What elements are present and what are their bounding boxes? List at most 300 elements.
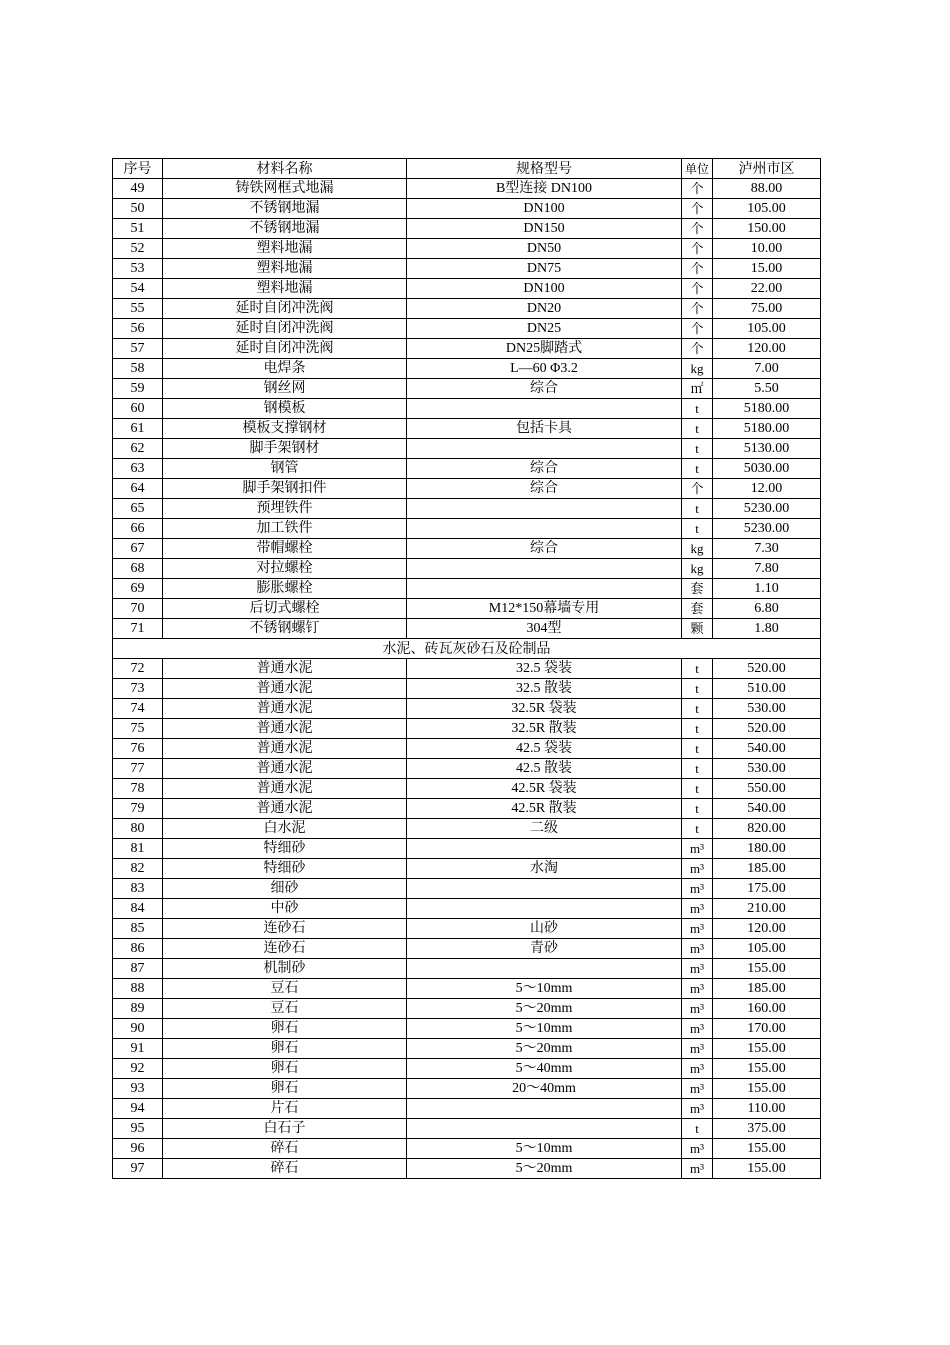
table-row [113,1019,821,1039]
cell-unit: t [682,799,713,819]
cell-price: 185.00 [713,979,821,999]
table-row [113,1039,821,1059]
cell-unit: 个 [682,259,713,279]
cell-spec [407,959,682,979]
table-row [113,1159,821,1179]
cell-price: 7.00 [713,359,821,379]
table-row [113,939,821,959]
table-row [113,919,821,939]
cell-spec: B型连接 DN100 [407,179,682,199]
cell-no: 75 [113,719,163,739]
section-title: 水泥、砖瓦灰砂石及砼制品 [113,639,821,659]
cell-unit: t [682,399,713,419]
cell-name: 钢模板 [163,399,407,419]
cell-price: 540.00 [713,799,821,819]
cell-spec: DN75 [407,259,682,279]
cell-no: 72 [113,659,163,679]
cell-unit: m³ [682,1059,713,1079]
cell-spec [407,1119,682,1139]
cell-spec [407,519,682,539]
cell-spec: 304型 [407,619,682,639]
cell-no: 73 [113,679,163,699]
cell-no: 51 [113,219,163,239]
cell-name: 塑料地漏 [163,259,407,279]
cell-name: 连砂石 [163,939,407,959]
cell-unit: 个 [682,279,713,299]
cell-spec: 综合 [407,459,682,479]
cell-spec: 42.5R 散装 [407,799,682,819]
cell-no: 91 [113,1039,163,1059]
header-spec: 规格型号 [407,159,682,179]
cell-name: 带帽螺栓 [163,539,407,559]
cell-price: 550.00 [713,779,821,799]
table-row [113,259,821,279]
cell-name: 普通水泥 [163,719,407,739]
cell-unit: kg [682,559,713,579]
cell-name: 延时自闭冲洗阀 [163,319,407,339]
cell-name: 普通水泥 [163,759,407,779]
cell-spec: 32.5R 散装 [407,719,682,739]
cell-price: 12.00 [713,479,821,499]
cell-spec: 42.5R 袋装 [407,779,682,799]
cell-spec: DN20 [407,299,682,319]
cell-price: 155.00 [713,1079,821,1099]
cell-name: 卵石 [163,1079,407,1099]
header-row [113,159,821,179]
cell-name: 碎石 [163,1139,407,1159]
table-row [113,1139,821,1159]
cell-no: 77 [113,759,163,779]
cell-spec: M12*150幕墙专用 [407,599,682,619]
cell-unit: t [682,759,713,779]
table-row [113,359,821,379]
cell-name: 延时自闭冲洗阀 [163,299,407,319]
cell-price: 5180.00 [713,399,821,419]
cell-no: 55 [113,299,163,319]
cell-unit: m³ [682,939,713,959]
cell-spec: 山砂 [407,919,682,939]
cell-spec: 5～10mm [407,979,682,999]
cell-unit: m³ [682,899,713,919]
cell-no: 93 [113,1079,163,1099]
cell-no: 66 [113,519,163,539]
cell-no: 52 [113,239,163,259]
cell-no: 95 [113,1119,163,1139]
cell-unit: t [682,659,713,679]
cell-unit: t [682,419,713,439]
table-row [113,399,821,419]
cell-spec: 5～10mm [407,1139,682,1159]
cell-spec: 32.5 袋装 [407,659,682,679]
cell-price: 15.00 [713,259,821,279]
cell-name: 普通水泥 [163,779,407,799]
cell-price: 155.00 [713,1159,821,1179]
cell-name: 碎石 [163,1159,407,1179]
cell-price: 1.80 [713,619,821,639]
cell-spec: DN150 [407,219,682,239]
table-row [113,879,821,899]
cell-name: 特细砂 [163,839,407,859]
cell-no: 64 [113,479,163,499]
cell-name: 片石 [163,1099,407,1119]
cell-spec: 5～20mm [407,1159,682,1179]
cell-name: 白石子 [163,1119,407,1139]
cell-no: 69 [113,579,163,599]
cell-unit: 颗 [682,619,713,639]
cell-unit: kg [682,539,713,559]
cell-no: 83 [113,879,163,899]
cell-name: 膨胀螺栓 [163,579,407,599]
cell-price: 540.00 [713,739,821,759]
cell-spec [407,399,682,419]
price-table [112,158,821,1179]
cell-price: 110.00 [713,1099,821,1119]
table-row [113,219,821,239]
cell-price: 150.00 [713,219,821,239]
cell-spec: 32.5 散装 [407,679,682,699]
cell-price: 160.00 [713,999,821,1019]
cell-no: 85 [113,919,163,939]
cell-name: 对拉螺栓 [163,559,407,579]
cell-unit: m³ [682,1159,713,1179]
cell-unit: m³ [682,879,713,899]
cell-spec: 综合 [407,379,682,399]
cell-price: 210.00 [713,899,821,919]
table-row [113,199,821,219]
header-price: 泸州市区 [713,159,821,179]
cell-unit: 个 [682,219,713,239]
table-row [113,379,821,399]
cell-price: 155.00 [713,1139,821,1159]
cell-name: 豆石 [163,979,407,999]
cell-price: 5130.00 [713,439,821,459]
cell-name: 电焊条 [163,359,407,379]
cell-no: 50 [113,199,163,219]
table-row [113,839,821,859]
cell-no: 82 [113,859,163,879]
cell-spec [407,559,682,579]
cell-unit: t [682,439,713,459]
cell-unit: m³ [682,999,713,1019]
cell-spec: 5～40mm [407,1059,682,1079]
cell-price: 105.00 [713,319,821,339]
cell-name: 普通水泥 [163,659,407,679]
table-row [113,859,821,879]
cell-spec: DN50 [407,239,682,259]
cell-spec: 5～20mm [407,999,682,1019]
cell-unit: t [682,459,713,479]
cell-unit: 个 [682,199,713,219]
table-row [113,279,821,299]
cell-no: 70 [113,599,163,619]
table-row [113,659,821,679]
cell-price: 170.00 [713,1019,821,1039]
cell-spec: DN100 [407,279,682,299]
table-row [113,1119,821,1139]
cell-no: 74 [113,699,163,719]
cell-no: 62 [113,439,163,459]
cell-name: 特细砂 [163,859,407,879]
cell-price: 22.00 [713,279,821,299]
cell-unit: m³ [682,1019,713,1039]
cell-price: 105.00 [713,939,821,959]
cell-name: 模板支撑钢材 [163,419,407,439]
cell-unit: m³ [682,859,713,879]
cell-spec [407,879,682,899]
cell-spec: DN25脚踏式 [407,339,682,359]
cell-price: 5.50 [713,379,821,399]
table-row [113,559,821,579]
cell-price: 520.00 [713,719,821,739]
cell-price: 105.00 [713,199,821,219]
cell-unit: m³ [682,839,713,859]
cell-name: 塑料地漏 [163,239,407,259]
cell-no: 56 [113,319,163,339]
cell-name: 普通水泥 [163,799,407,819]
cell-no: 53 [113,259,163,279]
cell-no: 84 [113,899,163,919]
cell-no: 87 [113,959,163,979]
table-row [113,459,821,479]
cell-name: 不锈钢螺钉 [163,619,407,639]
cell-name: 普通水泥 [163,699,407,719]
cell-price: 530.00 [713,759,821,779]
cell-unit: t [682,779,713,799]
cell-price: 7.30 [713,539,821,559]
cell-no: 59 [113,379,163,399]
cell-unit: kg [682,359,713,379]
cell-price: 1.10 [713,579,821,599]
table-row [113,779,821,799]
cell-no: 81 [113,839,163,859]
cell-spec: 二级 [407,819,682,839]
cell-unit: m³ [682,1099,713,1119]
cell-name: 机制砂 [163,959,407,979]
table-row [113,959,821,979]
table-row [113,499,821,519]
cell-no: 86 [113,939,163,959]
cell-price: 6.80 [713,599,821,619]
table-row [113,419,821,439]
table-row [113,239,821,259]
cell-price: 530.00 [713,699,821,719]
table-row [113,979,821,999]
cell-spec: 5～20mm [407,1039,682,1059]
cell-price: 175.00 [713,879,821,899]
cell-no: 63 [113,459,163,479]
cell-name: 塑料地漏 [163,279,407,299]
cell-name: 普通水泥 [163,679,407,699]
cell-name: 预埋铁件 [163,499,407,519]
cell-name: 豆石 [163,999,407,1019]
table-row [113,799,821,819]
cell-spec: L—60 Φ3.2 [407,359,682,379]
table-row [113,299,821,319]
cell-spec: DN25 [407,319,682,339]
section-row [113,639,821,659]
cell-name: 钢丝网 [163,379,407,399]
cell-name: 铸铁网框式地漏 [163,179,407,199]
cell-price: 10.00 [713,239,821,259]
cell-price: 820.00 [713,819,821,839]
cell-name: 细砂 [163,879,407,899]
cell-unit: 个 [682,319,713,339]
cell-no: 79 [113,799,163,819]
cell-unit: m³ [682,1079,713,1099]
cell-price: 5030.00 [713,459,821,479]
cell-price: 120.00 [713,339,821,359]
cell-spec: 综合 [407,539,682,559]
cell-name: 不锈钢地漏 [163,219,407,239]
cell-no: 65 [113,499,163,519]
table-row [113,579,821,599]
cell-no: 89 [113,999,163,1019]
cell-price: 5230.00 [713,499,821,519]
cell-price: 5180.00 [713,419,821,439]
table-row [113,519,821,539]
cell-price: 7.80 [713,559,821,579]
cell-unit: t [682,679,713,699]
cell-spec [407,439,682,459]
cell-unit: m³ [682,1039,713,1059]
cell-name: 卵石 [163,1019,407,1039]
cell-unit: 套 [682,599,713,619]
cell-spec: 综合 [407,479,682,499]
cell-spec [407,1099,682,1119]
cell-no: 97 [113,1159,163,1179]
table-row [113,679,821,699]
cell-name: 连砂石 [163,919,407,939]
cell-price: 180.00 [713,839,821,859]
table-row [113,339,821,359]
table-row [113,319,821,339]
table-row [113,1079,821,1099]
cell-price: 120.00 [713,919,821,939]
table-row [113,699,821,719]
table-row [113,999,821,1019]
cell-unit: m³ [682,979,713,999]
cell-price: 155.00 [713,1059,821,1079]
cell-price: 375.00 [713,1119,821,1139]
table-row [113,179,821,199]
table-row [113,899,821,919]
cell-no: 71 [113,619,163,639]
cell-spec [407,839,682,859]
table-row [113,739,821,759]
cell-no: 96 [113,1139,163,1159]
cell-no: 60 [113,399,163,419]
cell-unit: 套 [682,579,713,599]
cell-spec: 20～40mm [407,1079,682,1099]
cell-no: 92 [113,1059,163,1079]
cell-unit: t [682,719,713,739]
cell-name: 不锈钢地漏 [163,199,407,219]
header-no: 序号 [113,159,163,179]
cell-unit: t [682,499,713,519]
table-row [113,759,821,779]
cell-unit: m³ [682,919,713,939]
cell-no: 94 [113,1099,163,1119]
cell-unit: t [682,819,713,839]
cell-unit: t [682,519,713,539]
cell-price: 88.00 [713,179,821,199]
cell-name: 延时自闭冲洗阀 [163,339,407,359]
cell-price: 155.00 [713,959,821,979]
cell-price: 5230.00 [713,519,821,539]
cell-price: 155.00 [713,1039,821,1059]
cell-spec: DN100 [407,199,682,219]
cell-price: 75.00 [713,299,821,319]
header-name: 材料名称 [163,159,407,179]
cell-unit: m³ [682,959,713,979]
cell-price: 510.00 [713,679,821,699]
cell-spec: 32.5R 袋装 [407,699,682,719]
cell-no: 90 [113,1019,163,1039]
table-row [113,619,821,639]
table-row [113,599,821,619]
cell-spec [407,899,682,919]
cell-spec: 青砂 [407,939,682,959]
table-row [113,479,821,499]
table-row [113,719,821,739]
cell-no: 57 [113,339,163,359]
cell-no: 68 [113,559,163,579]
cell-price: 185.00 [713,859,821,879]
cell-unit: 个 [682,239,713,259]
cell-no: 54 [113,279,163,299]
table-row [113,1099,821,1119]
cell-unit: 个 [682,299,713,319]
cell-name: 中砂 [163,899,407,919]
cell-no: 61 [113,419,163,439]
cell-name: 白水泥 [163,819,407,839]
cell-name: 后切式螺栓 [163,599,407,619]
cell-name: 卵石 [163,1059,407,1079]
table-row [113,539,821,559]
cell-unit: 个 [682,479,713,499]
cell-no: 78 [113,779,163,799]
cell-unit: t [682,1119,713,1139]
table-row [113,819,821,839]
table-row [113,1059,821,1079]
cell-name: 卵石 [163,1039,407,1059]
cell-unit: m³ [682,1139,713,1159]
cell-no: 88 [113,979,163,999]
cell-name: 普通水泥 [163,739,407,759]
cell-no: 67 [113,539,163,559]
cell-unit: 个 [682,339,713,359]
cell-name: 钢管 [163,459,407,479]
cell-unit: t [682,699,713,719]
cell-spec: 水淘 [407,859,682,879]
cell-spec [407,499,682,519]
header-unit: 单位 [682,159,713,179]
cell-spec: 42.5 散装 [407,759,682,779]
cell-unit: ㎡ [682,379,713,399]
table-body [113,179,821,1179]
cell-name: 脚手架钢材 [163,439,407,459]
cell-spec: 42.5 袋装 [407,739,682,759]
cell-name: 脚手架钢扣件 [163,479,407,499]
table-row [113,439,821,459]
cell-spec [407,579,682,599]
cell-name: 加工铁件 [163,519,407,539]
cell-spec: 5～10mm [407,1019,682,1039]
cell-no: 80 [113,819,163,839]
cell-no: 58 [113,359,163,379]
cell-unit: t [682,739,713,759]
cell-price: 520.00 [713,659,821,679]
